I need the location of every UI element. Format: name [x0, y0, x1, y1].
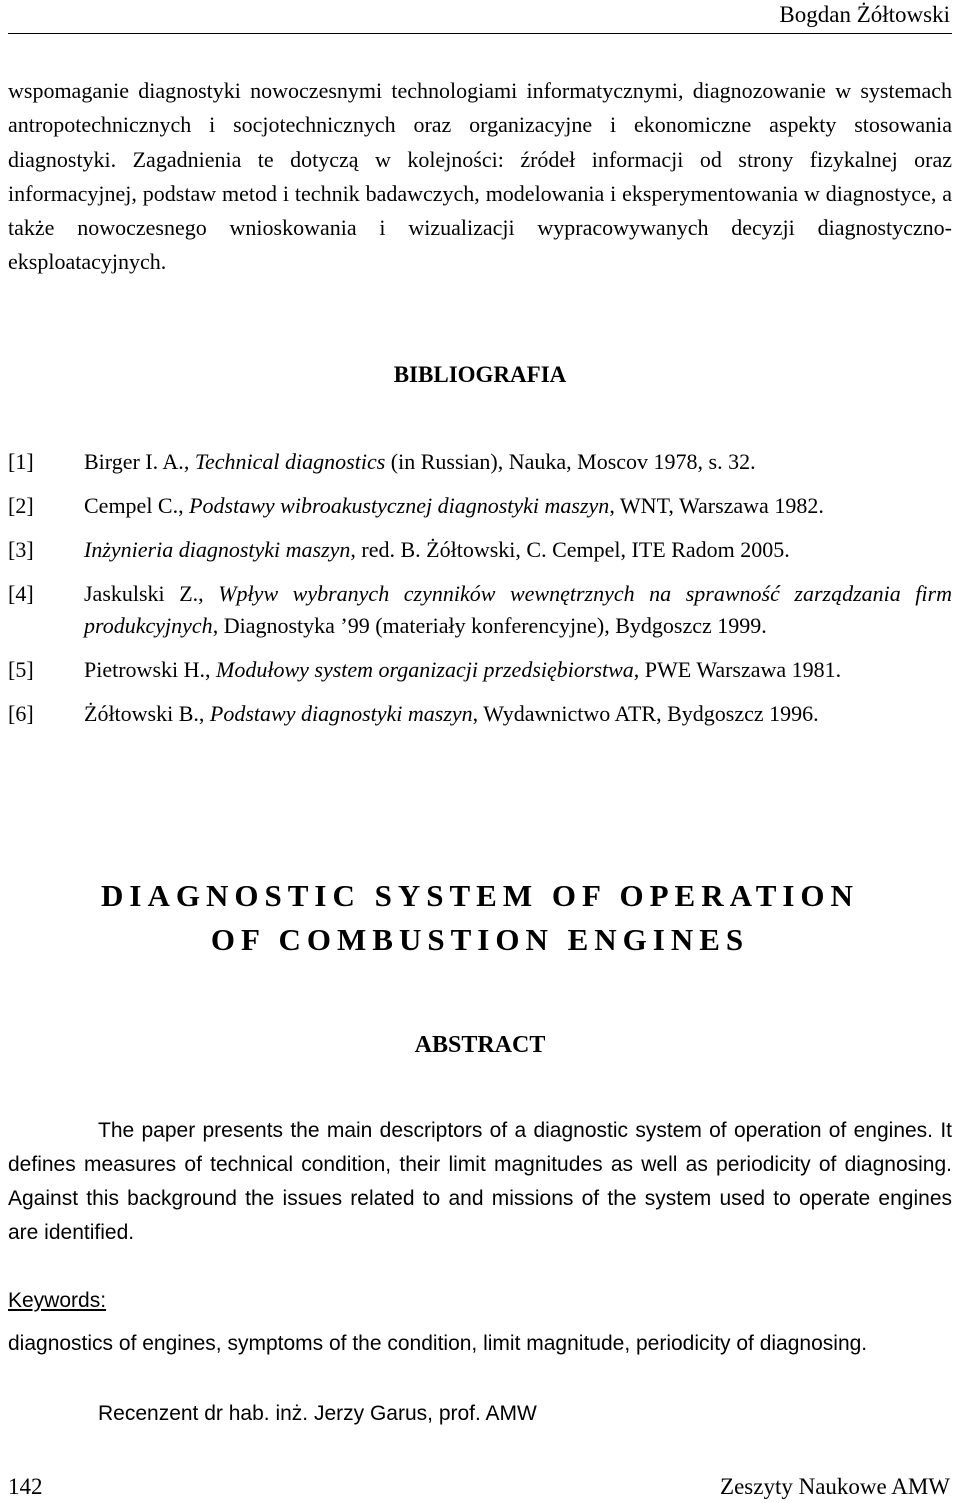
title-line-2: OF COMBUSTION ENGINES: [210, 922, 750, 957]
reference-number: [4]: [8, 581, 34, 606]
reference-item: [8, 490, 952, 522]
reviewer-note: Recenzent dr hab. inż. Jerzy Garus, prof. AMW: [98, 1402, 537, 1425]
body-paragraph: wspomaganie diagnostyki nowoczesnymi technologiami informatycznymi, diagnozowanie w systemach antropotechnicznych i socjotechnicznych oraz organizacyjne i ekonomiczne aspekty stosowania diagnostyki. Zagadnienia te dotyczą w kolejności: źródeł informacji od strony fizykalnej oraz informacyjnej, podstaw metod i technik badawczych, modelowania i eksperymentowania w diagnostyce, a także nowoczesnego wnioskowania i wizualizacji wypracowywanych decyzji diagnostyczno-eksploatacyjnych.: [8, 78, 952, 275]
page-number: 142: [8, 1474, 43, 1499]
reference-item: [8, 534, 952, 566]
reference-author: Pietrowski H.: [84, 657, 205, 682]
reference-text: [84, 698, 952, 730]
reference-separator: ,: [205, 657, 216, 682]
abstract-heading: ABSTRACT: [414, 1032, 546, 1058]
reference-item: [8, 578, 952, 642]
reference-list: [8, 446, 952, 742]
reference-number: [1]: [8, 449, 34, 474]
header-rule: [8, 33, 952, 34]
reference-item: [8, 654, 952, 686]
reference-text: [84, 446, 952, 478]
reference-title: Wpływ wybranych czynników wewnętrznych na sprawność zarządzania firm produkcyjnych: [84, 581, 952, 638]
reference-author: Cempel C.: [84, 493, 179, 518]
running-head-author: Bogdan Żółtowski: [779, 2, 950, 27]
reference-author: Jaskulski Z.: [84, 581, 199, 606]
reference-number: [3]: [8, 537, 34, 562]
reference-author: Żółtowski B.: [84, 701, 199, 726]
reference-details: , red. B. Żółtowski, C. Cempel, ITE Radom 2005.: [350, 537, 790, 562]
reference-title: Inżynieria diagnostyki maszyn: [84, 537, 351, 562]
reference-details: , PWE Warszawa 1981.: [633, 657, 842, 682]
english-paper-title: [0, 874, 960, 962]
reference-separator: ,: [198, 581, 219, 606]
keywords-label: Keywords:: [8, 1289, 107, 1312]
reference-author: Birger I. A.: [84, 449, 184, 474]
reference-details: (in Russian), Nauka, Moscov 1978, s. 32.: [385, 449, 756, 474]
reference-title: Podstawy diagnostyki maszyn: [209, 701, 473, 726]
bibliography-heading: BIBLIOGRAFIA: [393, 362, 567, 387]
reference-title: Podstawy wibroakustycznej diagnostyki maszyn: [189, 493, 610, 518]
reference-number: [2]: [8, 493, 34, 518]
reference-text: [84, 490, 952, 522]
journal-name: Zeszyty Naukowe AMW: [720, 1474, 950, 1499]
reference-item: [8, 698, 952, 730]
reference-item: [8, 446, 952, 478]
reference-text: [84, 578, 952, 642]
reference-details: , Wydawnictwo ATR, Bydgoszcz 1996.: [472, 701, 819, 726]
reference-title: Technical diagnostics: [194, 449, 386, 474]
reference-separator: ,: [183, 449, 195, 474]
reference-text: [84, 534, 952, 566]
reference-text: [84, 654, 952, 686]
title-line-1: DIAGNOSTIC SYSTEM OF OPERATION: [101, 878, 859, 913]
reference-title: Modułowy system organizacji przedsiębiorstwa: [216, 657, 634, 682]
reference-details: , Diagnostyka ’99 (materiały konferencyjne), Bydgoszcz 1999.: [212, 613, 767, 638]
reference-separator: ,: [178, 493, 190, 518]
reference-separator: ,: [198, 701, 210, 726]
reference-details: , WNT, Warszawa 1982.: [609, 493, 824, 518]
reference-number: [5]: [8, 657, 34, 682]
abstract-text: The paper presents the main descriptors of a diagnostic system of operation of engines. It defines measures of technical condition, their limit magnitudes as well as periodicity of diagnosing. Against this background the issues related to and missions of the system used to operate engines are identified.: [8, 1119, 952, 1244]
reference-number: [6]: [8, 701, 34, 726]
keywords-text: diagnostics of engines, symptoms of the condition, limit magnitude, periodicity of diagnosing.: [8, 1332, 868, 1355]
